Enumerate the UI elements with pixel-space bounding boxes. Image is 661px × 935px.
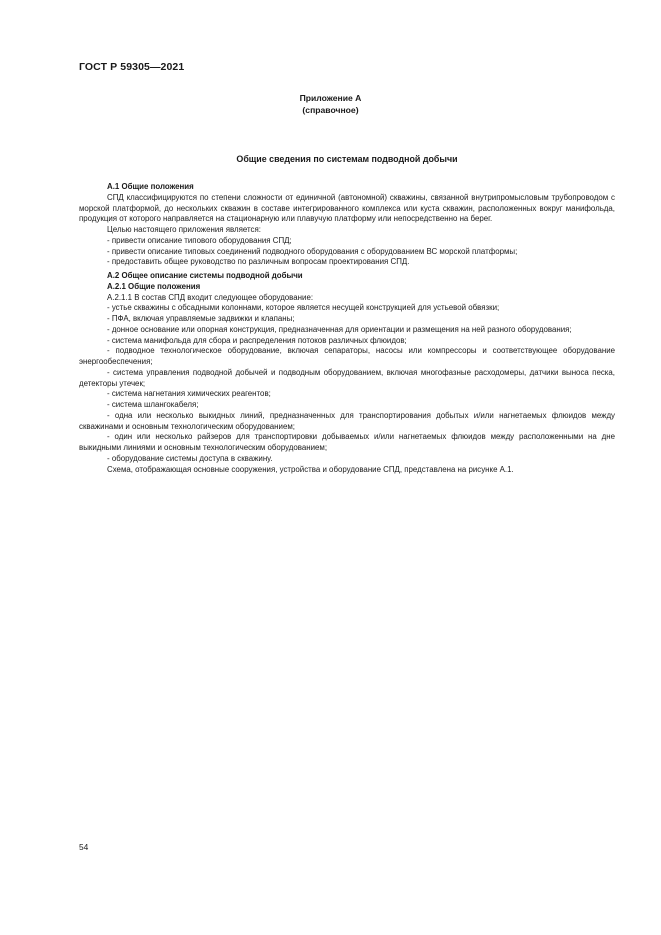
paragraph: - ПФА, включая управляемые задвижки и клапаны; [107, 314, 295, 323]
page-number: 54 [79, 842, 89, 852]
annex-subtitle: (справочное) [302, 105, 359, 115]
document-code: ГОСТ Р 59305—2021 [79, 61, 185, 73]
section-heading: А.2.1 Общие положения [107, 281, 201, 291]
section-heading: А.1 Общие положения [107, 182, 194, 191]
paragraph: - система шлангокабеля; [107, 400, 199, 409]
paragraph: - система манифольда для сбора и распределения потоков различных флюидов; [107, 335, 407, 345]
paragraph: - одна или несколько выкидных линий, предназначенных для транспортирования добытых и/или нагнетаемых флюидов между скважинами и основным технологическим оборудованием; [79, 410, 615, 431]
paragraph: - донное основание или опорная конструкция, предназначенная для ориентации и размещения на ней разного оборудования; [107, 324, 572, 334]
paragraph: - устье скважины с обсадными колоннами, которое является несущей конструкцией для устьевой обвязки; [107, 303, 500, 313]
paragraph: - привести описание типового оборудования СПД; [107, 235, 292, 245]
paragraph: - предоставить общее руководство по различным вопросам проектирования СПД. [107, 257, 410, 267]
paragraph: - подводное технологическое оборудование, включая сепараторы, насосы или компрессоры и соответствующее оборудование энергообеспечения; [79, 346, 615, 366]
section-heading: А.2 Общее описание системы подводной добычи [107, 271, 303, 280]
paragraph: - система управления подводной добычей и подводным оборудованием, включая многофазные расходомеры, датчики выноса песка, детекторы утечек; [79, 367, 615, 388]
annex-title: Приложение А [299, 93, 362, 103]
paragraph: Схема, отображающая основные сооружения, устройства и оборудование СПД, представлена на рисунке А.1. [107, 464, 514, 474]
paragraph: А.2.1.1 В состав СПД входит следующее оборудование: [107, 292, 314, 302]
paragraph: СПД классифицируются по степени сложности от единичной (автономной) скважины, связанной внутрипромысловым трубопроводом с морской платформой, до нескольких скважин в составе интегрированного комплекса или куста скважин, расположенных вокруг манифольда, продукция от которого направляется на стационарную или плавучую платформу или непосредственно на берег. [79, 192, 615, 224]
section-title: Общие сведения по системам подводной добычи [236, 154, 458, 164]
document-body [79, 182, 615, 475]
paragraph: - система нагнетания химических реагентов; [107, 389, 271, 399]
paragraph: Целью настоящего приложения является: [107, 225, 261, 234]
paragraph: - оборудование системы доступа в скважину. [107, 453, 273, 463]
paragraph: - привести описание типовых соединений подводного оборудования с оборудованием ВС морской платформы; [107, 246, 518, 256]
paragraph: - один или несколько райзеров для транспортировки добываемых и/или нагнетаемых флюидов между расположенными на дне выкидными линиями и основным технологическим оборудованием; [79, 432, 615, 452]
